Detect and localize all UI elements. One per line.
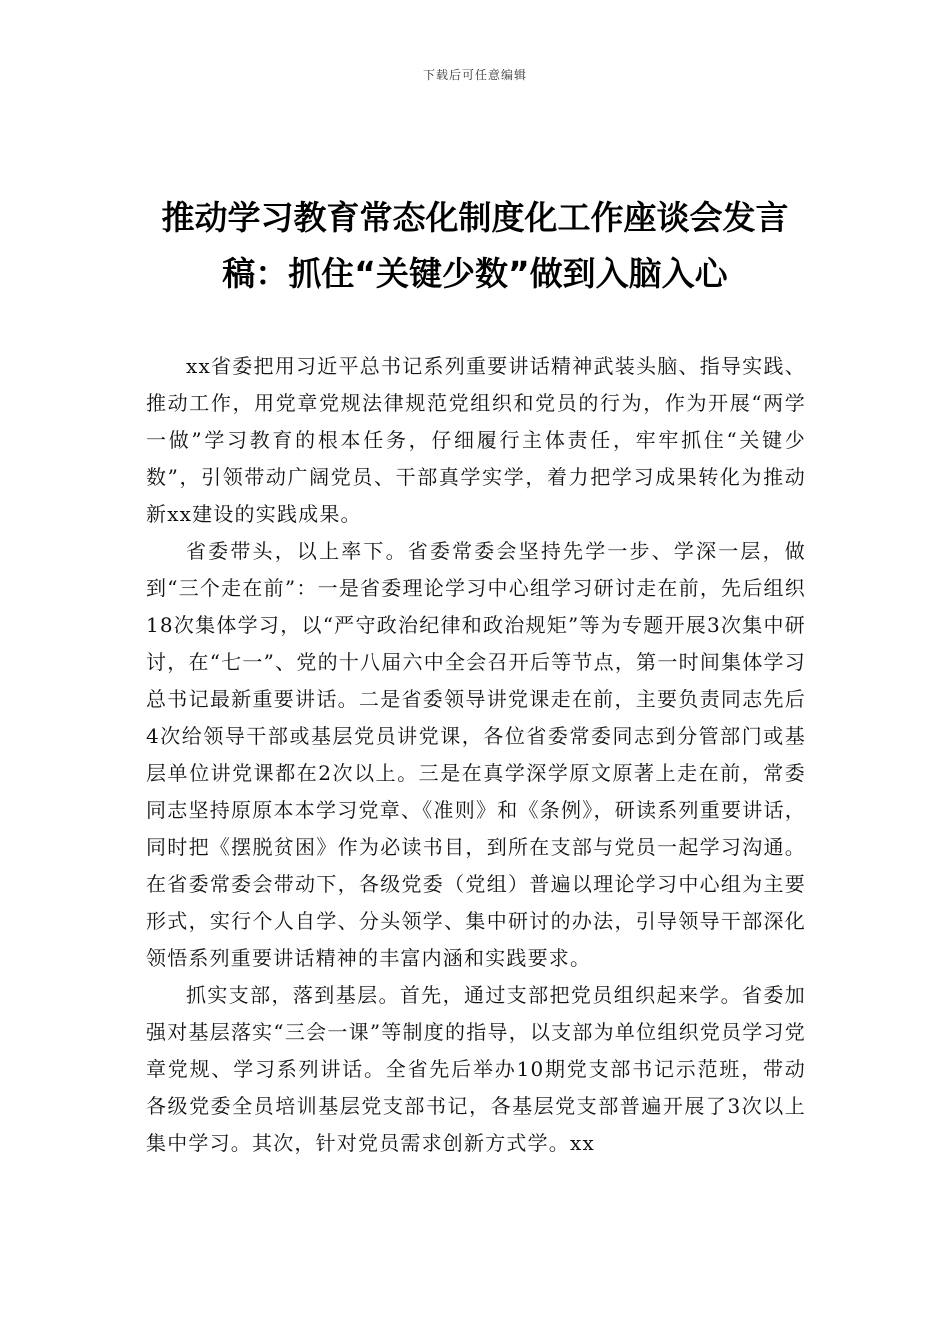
- header-note: 下载后可任意编辑: [422, 68, 527, 82]
- paragraph-3: 抓实支部，落到基层。首先，通过支部把党员组织起来学。省委加强对基层落实“三会一课”等制度的指导，以支部为单位组织党员学习党章党规、学习系列讲话。全省先后举办10期党支部书记示范班，带动各级党委全员培训基层党支部书记，各基层党支部普遍开展了3次以上集中学习。其次，针对党员需求创新方式学。xx: [146, 983, 806, 1155]
- document-title: 推动学习教育常态化制度化工作座谈会发言稿：抓住“关键少数”做到入脑入心: [161, 198, 789, 293]
- paragraph-1: xx省委把用习近平总书记系列重要讲话精神武装头脑、指导实践、推动工作，用党章党规法律规范党组织和党员的行为，作为开展“两学一做”学习教育的根本任务，仔细履行主体责任，牢牢抓住“关键少数”，引领带动广阔党员、干部真学实学，着力把学习成果转化为推动新xx建设的实践成果。: [146, 354, 806, 526]
- document-body: [146, 348, 806, 1162]
- paragraph-2: 省委带头，以上率下。省委常委会坚持先学一步、学深一层，做到“三个走在前”：一是省委理论学习中心组学习研讨走在前，先后组织18次集体学习，以“严守政治纪律和政治规矩”等为专题开展3次集中研讨，在“七一”、党的十八届六中全会召开后等节点，第一时间集体学习总书记最新重要讲话。二是省委领导讲党课走在前，主要负责同志先后4次给领导干部或基层党员讲党课，各位省委常委同志到分管部门或基层单位讲党课都在2次以上。三是在真学深学原文原著上走在前，常委同志坚持原原本本学习党章、《准则》和《条例》，研读系列重要讲话，同时把《摆脱贫困》作为必读书目，到所在支部与党员一起学习沟通。在省委常委会带动下，各级党委（党组）普遍以理论学习中心组为主要形式，实行个人自学、分头领学、集中研讨的办法，引导领导干部深化领悟系列重要讲话精神的丰富内涵和实践要求。: [146, 539, 806, 970]
